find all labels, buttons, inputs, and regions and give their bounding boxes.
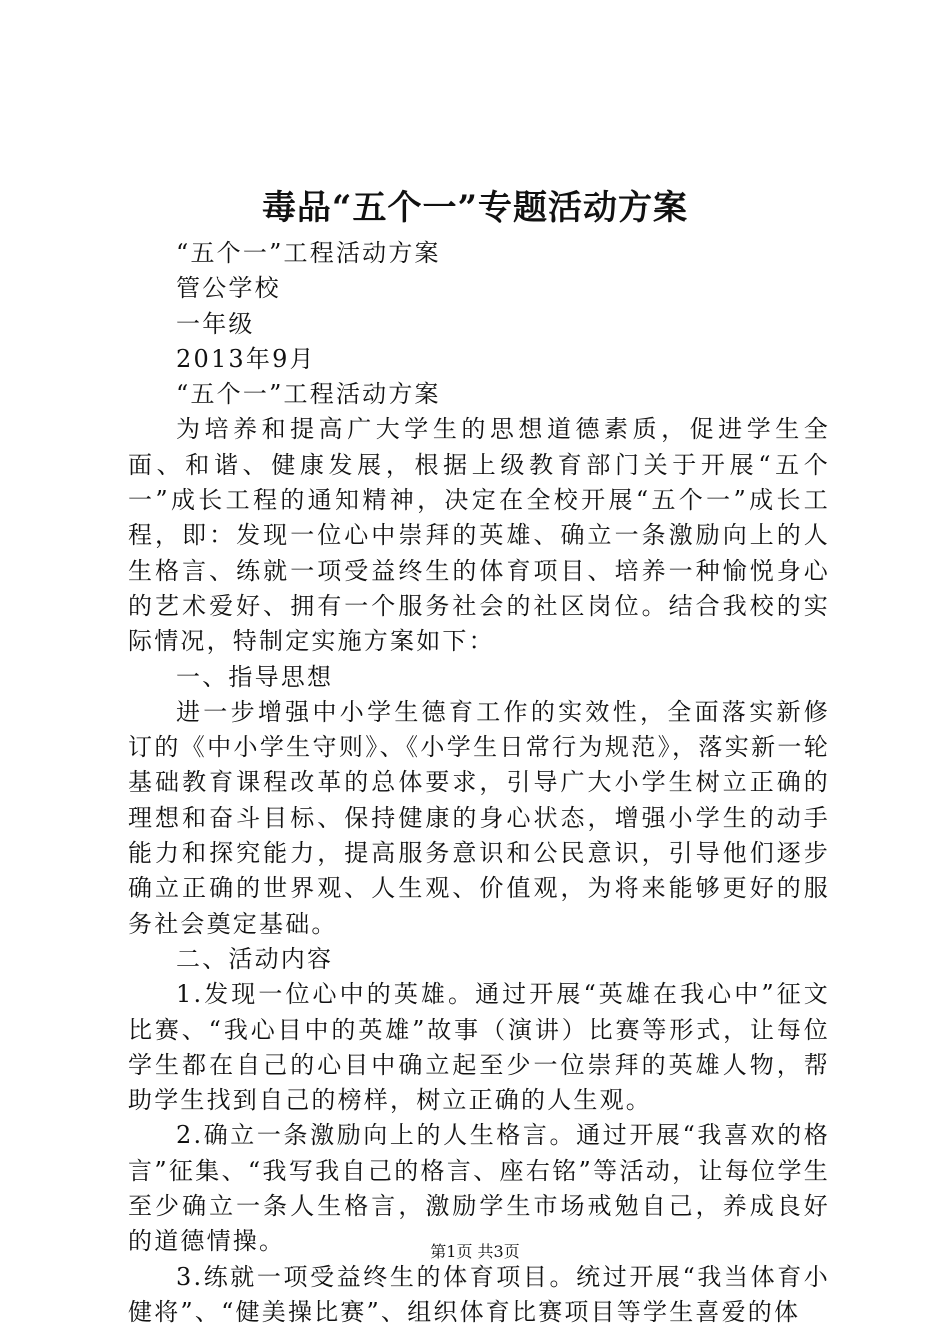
paragraph: 为培养和提高广大学生的思想道德素质，促进学生全面、和谐、健康发展，根据上级教育部门关于开展“五个一”成长工程的通知精神，决定在全校开展“五个一”成长工程，即：发现一位心中崇拜的英雄、确立一条激励向上的人生格言、练就一项受益终生的体育项目、培养一种愉悦身心的艺术爱好、拥有一个服务社会的社区岗位。结合我校的实际情况，特制定实施方案如下： (128, 415, 830, 656)
section-heading: 二、活动内容 (176, 944, 334, 973)
paragraph: 1.发现一位心中的英雄。通过开展“英雄在我心中”征文比赛、“我心目中的英雄”故事（演讲）比赛等形式，让每位学生都在自己的心目中确立起至少一位崇拜的英雄人物，帮助学生找到自己的榜样，树立正确的人生观。 (128, 980, 830, 1115)
paragraph: “五个一”工程活动方案 (176, 380, 441, 409)
section-heading: 一、指导思想 (176, 662, 334, 691)
paragraph: “五个一”工程活动方案 (176, 239, 441, 267)
paragraph: 管公学校 (176, 274, 281, 303)
paragraph: 2013年9月 (176, 344, 316, 373)
paragraph: 进一步增强中小学生德育工作的实效性，全面落实新修订的《中小学生守则》、《小学生日常行为规范》，落实新一轮基础教育课程改革的总体要求，引导广大小学生树立正确的理想和奋斗目标、保持健康的身心状态，增强小学生的动手能力和探究能力，提高服务意识和公民意识，引导他们逐步确立正确的世界观、人生观、价值观，为将来能够更好的服务社会奠定基础。 (128, 697, 830, 938)
page-footer: 第1页 共3页 (430, 1242, 520, 1261)
paragraph: 一年级 (176, 309, 255, 338)
document-title: 毒品“五个一”专题活动方案 (261, 188, 689, 228)
paragraph: 3.练就一项受益终生的体育项目。统过开展“我当体育小健将”、“健美操比赛”、组织体育比赛项目等学生喜爱的体 (128, 1262, 830, 1326)
document-body (128, 236, 830, 1330)
paragraph: 2.确立一条激励向上的人生格言。通过开展“我喜欢的格言”征集、“我写我自己的格言、座右铭”等活动，让每位学生至少确立一条人生格言，激励学生市场戒勉自己，养成良好的道德情操。 (128, 1121, 830, 1256)
